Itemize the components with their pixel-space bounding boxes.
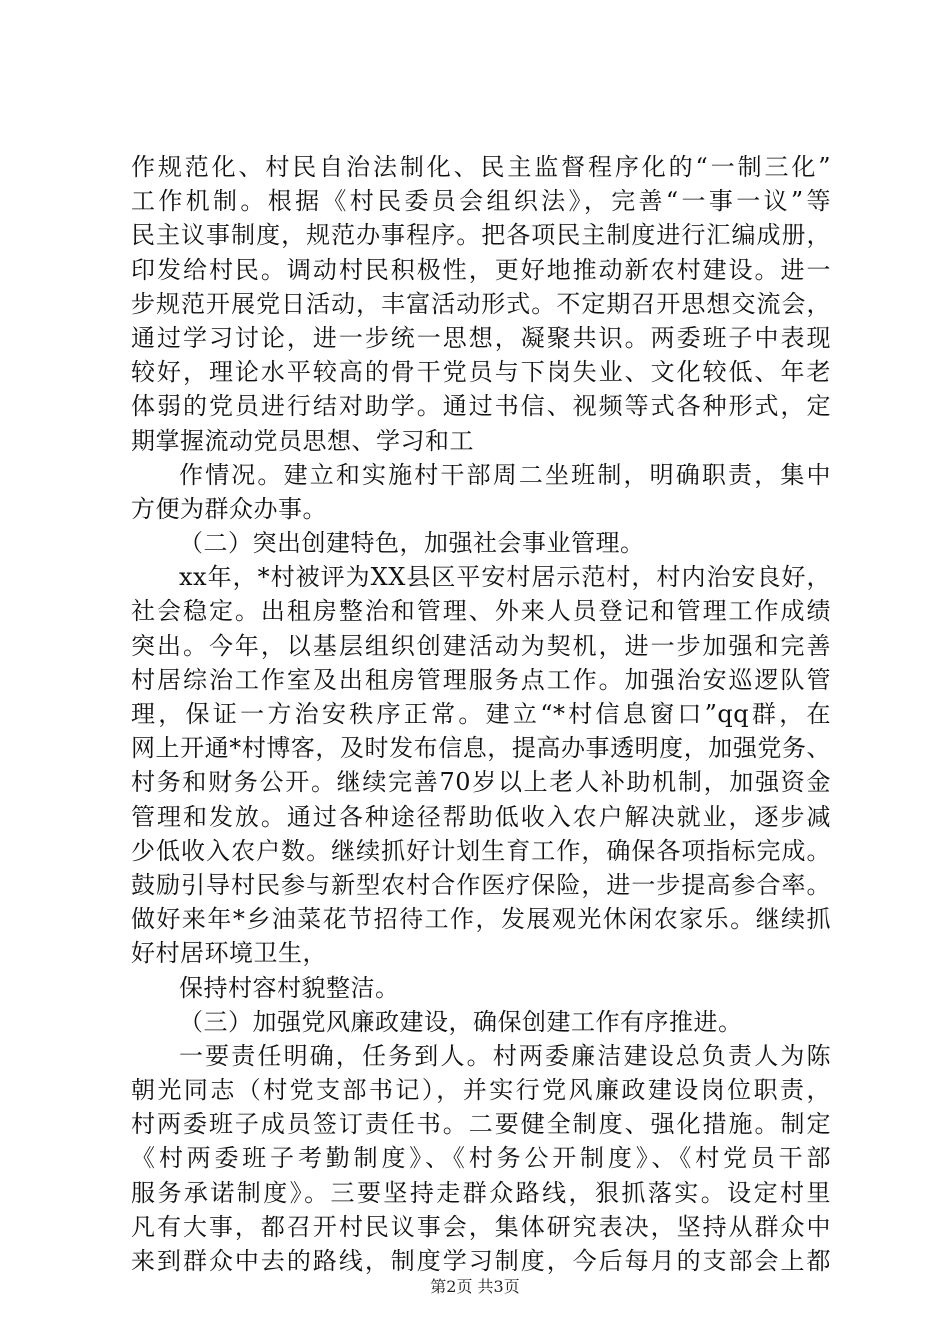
text-line: 工作机制。根据《村民委员会组织法》，完善“一事一议”等 xyxy=(131,187,831,216)
text-line: 保持村容村貌整洁。 xyxy=(179,973,400,1002)
text-line: 村居综治工作室及出租房管理服务点工作。加强治安巡逻队管 xyxy=(131,665,831,694)
text-line: 朝光同志（村党支部书记），并实行党风廉政建设岗位职责， xyxy=(131,1076,831,1105)
text-line: 理，保证一方治安秩序正常。建立“*村信息窗口”qq群，在 xyxy=(131,700,831,728)
text-line: 作情况。建立和实施村干部周二坐班制，明确职责，集中 xyxy=(179,460,831,489)
text-line: xx年，*村被评为XX县区平安村居示范村，村内治安良好， xyxy=(179,563,831,592)
text-line: 体弱的党员进行结对助学。通过书信、视频等式各种形式，定 xyxy=(131,392,831,421)
page-number-footer: 第2页 共3页 xyxy=(430,1277,520,1296)
text-line: 一要责任明确，任务到人。村两委廉洁建设总负责人为陈 xyxy=(179,1041,831,1070)
text-line: 《村两委班子考勤制度》、《村务公开制度》、《村党员干部 xyxy=(131,1144,831,1173)
text-line: 鼓励引导村民参与新型农村合作医疗保险，进一步提高参合率。 xyxy=(131,870,831,899)
text-line: 凡有大事，都召开村民议事会，集体研究表决，坚持从群众中 xyxy=(131,1212,831,1241)
text-line: 管理和发放。通过各种途径帮助低收入农户解决就业，逐步减 xyxy=(131,802,831,831)
text-line: 社会稳定。出租房整治和管理、外来人员登记和管理工作成绩 xyxy=(131,597,831,626)
text-line: 印发给村民。调动村民积极性，更好地推动新农村建设。进一 xyxy=(131,255,831,284)
text-line: 较好，理论水平较高的骨干党员与下岗失业、文化较低、年老 xyxy=(131,358,831,387)
document-body xyxy=(131,150,831,1278)
text-line: 期掌握流动党员思想、学习和工 xyxy=(131,426,474,455)
text-line: 步规范开展党日活动，丰富活动形式。不定期召开思想交流会， xyxy=(131,289,831,318)
text-line: 网上开通*村博客，及时发布信息，提高办事透明度，加强党务、 xyxy=(131,734,831,763)
text-line: 方便为群众办事。 xyxy=(131,494,327,523)
section-heading: （二）突出创建特色，加强社会事业管理。 xyxy=(179,529,645,558)
text-line: 来到群众中去的路线，制度学习制度，今后每月的支部会上都 xyxy=(131,1247,831,1275)
text-line: 民主议事制度，规范办事程序。把各项民主制度进行汇编成册， xyxy=(131,221,831,250)
text-line: 好村居环境卫生， xyxy=(131,939,327,968)
text-line: 服务承诺制度》。三要坚持走群众路线，狠抓落实。设定村里 xyxy=(131,1178,831,1207)
text-line: 村务和财务公开。继续完善70岁以上老人补助机制，加强资金 xyxy=(131,768,831,797)
text-line: 少低收入农户数。继续抓好计划生育工作，确保各项指标完成。 xyxy=(131,836,831,865)
text-line: 村两委班子成员签订责任书。二要健全制度、强化措施。制定 xyxy=(131,1110,831,1139)
section-heading: （三）加强党风廉政建设，确保创建工作有序推进。 xyxy=(179,1007,743,1036)
text-line: 作规范化、村民自治法制化、民主监督程序化的“一制三化” xyxy=(131,153,831,181)
text-line: 做好来年*乡油菜花节招待工作，发展观光休闲农家乐。继续抓 xyxy=(131,905,831,934)
text-line: 突出。今年，以基层组织创建活动为契机，进一步加强和完善 xyxy=(131,631,831,660)
text-line: 通过学习讨论，进一步统一思想，凝聚共识。两委班子中表现 xyxy=(131,323,831,352)
